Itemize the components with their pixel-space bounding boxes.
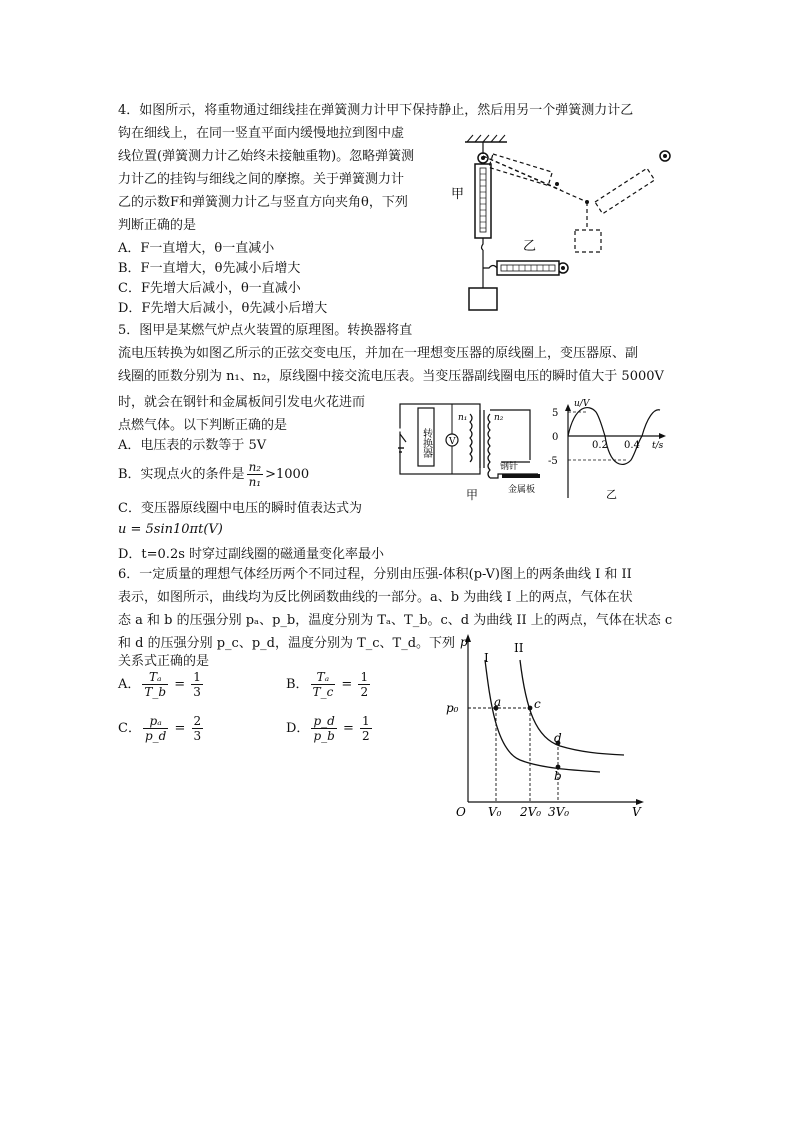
q5-n1-label: n₁ xyxy=(458,413,468,423)
q5-figure-label-yi: 乙 xyxy=(606,488,617,501)
q4-line-6: 判断正确的是 xyxy=(118,218,197,233)
q6-option-a-rhs-den: 3 xyxy=(193,685,201,699)
q4-option-a: A．F一直增大，θ一直减小 xyxy=(118,241,275,256)
q4-option-c: C．F先增大后减小，θ一直减小 xyxy=(118,281,301,296)
q6-option-d-lhs-den: p_b xyxy=(313,729,335,743)
q6-point-c-label: c xyxy=(534,697,541,711)
q6-option-c-lhs xyxy=(143,714,168,743)
q5-option-b-denominator: n₁ xyxy=(248,475,262,489)
q4-figure-label-jia: 甲 xyxy=(451,187,465,202)
q6-option-b-rhs-num: 1 xyxy=(360,670,369,684)
q5-chart-tick-5: 5 xyxy=(552,408,559,419)
q6-line-5: 关系式正确的是 xyxy=(118,654,210,669)
q4-line-3: 线位置(弹簧测力计乙始终未接触重物)。忽略弹簧测 xyxy=(118,149,415,164)
q5-chart-tick-0: 0 xyxy=(552,432,559,443)
q5-needle-label: 钢针 xyxy=(500,462,519,472)
q5-n2-label: n₂ xyxy=(494,413,504,423)
q5-chart-xlabel: t/s xyxy=(652,441,664,451)
q5-voltmeter-label: V xyxy=(449,437,456,447)
q6-point-d-label: d xyxy=(554,731,562,745)
q6-tick-v0: V₀ xyxy=(488,805,502,819)
q6-option-d-lhs xyxy=(311,714,336,743)
q5-option-c: C．变压器原线圈中电压的瞬时值表达式为 xyxy=(118,501,362,516)
q6-option-b: B． $\frac{\text{Tₐ}}{T\_c}$ = $\frac{1}{2}$ xyxy=(286,670,369,699)
q6-option-c-rhs xyxy=(192,714,204,743)
q5-line-3: 线圈的匝数分别为 n₁、n₂，原线圈中接交流电压表。当变压器副线圈电压的瞬时值大于 5000V xyxy=(118,369,664,384)
q5-figure-label-jia: 甲 xyxy=(466,488,479,502)
q4-line-2: 钩在细线上，在同一竖直平面内缓慢地拉到图中虚 xyxy=(118,126,405,141)
q5-plate-label: 金属板 xyxy=(508,485,536,495)
q5-chart-tick-minus5: -5 xyxy=(548,456,558,467)
q4-option-b: B．F一直增大，θ先减小后增大 xyxy=(118,261,301,276)
q6-option-d-label: D． xyxy=(286,721,310,736)
q5-option-d: D．t=0.2s 时穿过副线圈的磁通量变化率最小 xyxy=(118,547,385,562)
q5-option-a: A．电压表的示数等于 5V xyxy=(118,438,267,453)
q6-tick-3v0: 3V₀ xyxy=(548,805,570,819)
q5-chart-ylabel: u/V xyxy=(574,399,590,409)
q6-option-c: C． $\frac{\text{pₐ}}{p\_d}$ = $\frac{2}{3}$ xyxy=(118,714,202,743)
q6-option-a-lhs-den: T_b xyxy=(144,685,167,699)
q6-point-b-label: b xyxy=(554,769,562,783)
q6-curve-ii-label: II xyxy=(514,641,524,655)
q6-axis-p-label: p xyxy=(460,635,468,649)
q5-line-4: 时，就会在钢针和金属板间引发电火花进而 xyxy=(118,395,366,410)
q5-circuit-figure xyxy=(398,400,548,500)
q4-spring-balance-figure xyxy=(445,132,685,314)
q6-option-b-lhs-num: Tₐ xyxy=(311,670,336,685)
q6-option-a-rhs-num: 1 xyxy=(193,670,201,684)
q6-line-2: 表示，如图所示，曲线均为反比例函数曲线的一部分。a、b 为曲线 I 上的两点，气体在状 xyxy=(118,590,633,605)
q5-option-c-formula: u = 5sin10πt(V) xyxy=(118,522,223,537)
q6-line-3: 态 a 和 b 的压强分别 pₐ、p_b，温度分别为 Tₐ、T_b。c、d 为曲线 II 上的两点，气体在状态 c xyxy=(118,613,673,628)
q6-option-c-lhs-den: p_d xyxy=(144,729,167,743)
q5-option-b-numerator: n₂ xyxy=(248,460,262,474)
q5-line-2: 流电压转换为如图乙所示的正弦交变电压，并加在一理想变压器的原线圈上，变压器原、副 xyxy=(118,346,639,361)
q6-option-a-lhs-num: Tₐ xyxy=(142,670,168,685)
q5-line-5: 点燃气体。以下判断正确的是 xyxy=(118,418,288,433)
q6-option-c-label: C． xyxy=(118,721,141,736)
q6-option-b-rhs xyxy=(358,670,370,699)
q5-chart-tick-0.4: 0.4 xyxy=(624,440,640,451)
q5-option-b-fraction xyxy=(247,460,264,489)
q5-line-1: 5．图甲是某燃气炉点火装置的原理图。转换器将直 xyxy=(118,323,413,338)
q6-axis-v-label: V xyxy=(632,805,641,819)
q6-option-c-rhs-num: 2 xyxy=(193,714,202,728)
q5-option-b xyxy=(118,460,309,489)
q6-pv-diagram xyxy=(440,630,652,822)
q5-option-b-text: B．实现点火的条件是 xyxy=(118,467,245,482)
q4-line-4: 力计乙的挂钩与细线之间的摩擦。关于弹簧测力计 xyxy=(118,172,405,187)
q4-line-5: 乙的示数F和弹簧测力计乙与竖直方向夹角θ，下列 xyxy=(118,195,408,210)
q6-option-c-lhs-num: pₐ xyxy=(143,714,168,729)
q4-line-1: 4．如图所示，将重物通过细线挂在弹簧测力计甲下保持静止，然后用另一个弹簧测力计乙 xyxy=(118,103,634,118)
q6-option-a: A． $\frac{\text{Tₐ}}{T\_b}$ = $\frac{1}{3}$ xyxy=(118,670,201,699)
q5-chart-tick-0.2: 0.2 xyxy=(592,440,608,451)
q6-p0-label: p₀ xyxy=(446,701,459,715)
q5-converter-label: 转换器 xyxy=(420,428,432,458)
q6-option-d-rhs xyxy=(360,714,372,743)
q4-figure-label-yi: 乙 xyxy=(523,239,537,254)
q6-curve-i-label: I xyxy=(484,651,489,665)
q6-line-4: 和 d 的压强分别 p_c、p_d，温度分别为 T_c、T_d。下列 xyxy=(118,636,456,651)
q5-option-b-inequality: >1000 xyxy=(265,467,310,482)
q6-option-d-lhs-num: p_d xyxy=(313,714,335,728)
q6-point-a-label: a xyxy=(494,695,502,709)
q6-option-b-lhs-den: T_c xyxy=(312,685,334,699)
q6-option-d-rhs-den: 2 xyxy=(361,729,370,743)
q6-option-b-label: B． xyxy=(286,677,309,692)
q6-option-b-rhs-den: 2 xyxy=(360,685,369,699)
q6-line-1: 6．一定质量的理想气体经历两个不同过程，分别由压强-体积(p-V)图上的两条曲线 I 和 II xyxy=(118,567,632,582)
q6-tick-2v0: 2V₀ xyxy=(520,805,542,819)
q6-option-d-rhs-num: 1 xyxy=(361,714,370,728)
q6-option-c-rhs-den: 3 xyxy=(193,729,202,743)
q6-option-d: D． $\frac{p\_d}{p\_b}$ = $\frac{1}{2}$ xyxy=(286,714,370,743)
q4-option-d: D．F先增大后减小，θ先减小后增大 xyxy=(118,301,328,316)
q6-option-b-lhs xyxy=(311,670,336,699)
q6-origin-label: O xyxy=(456,805,466,819)
q6-option-a-lhs xyxy=(142,670,168,699)
q6-option-a-rhs xyxy=(191,670,203,699)
q6-option-a-label: A． xyxy=(118,677,141,692)
q5-voltage-chart xyxy=(548,398,680,502)
